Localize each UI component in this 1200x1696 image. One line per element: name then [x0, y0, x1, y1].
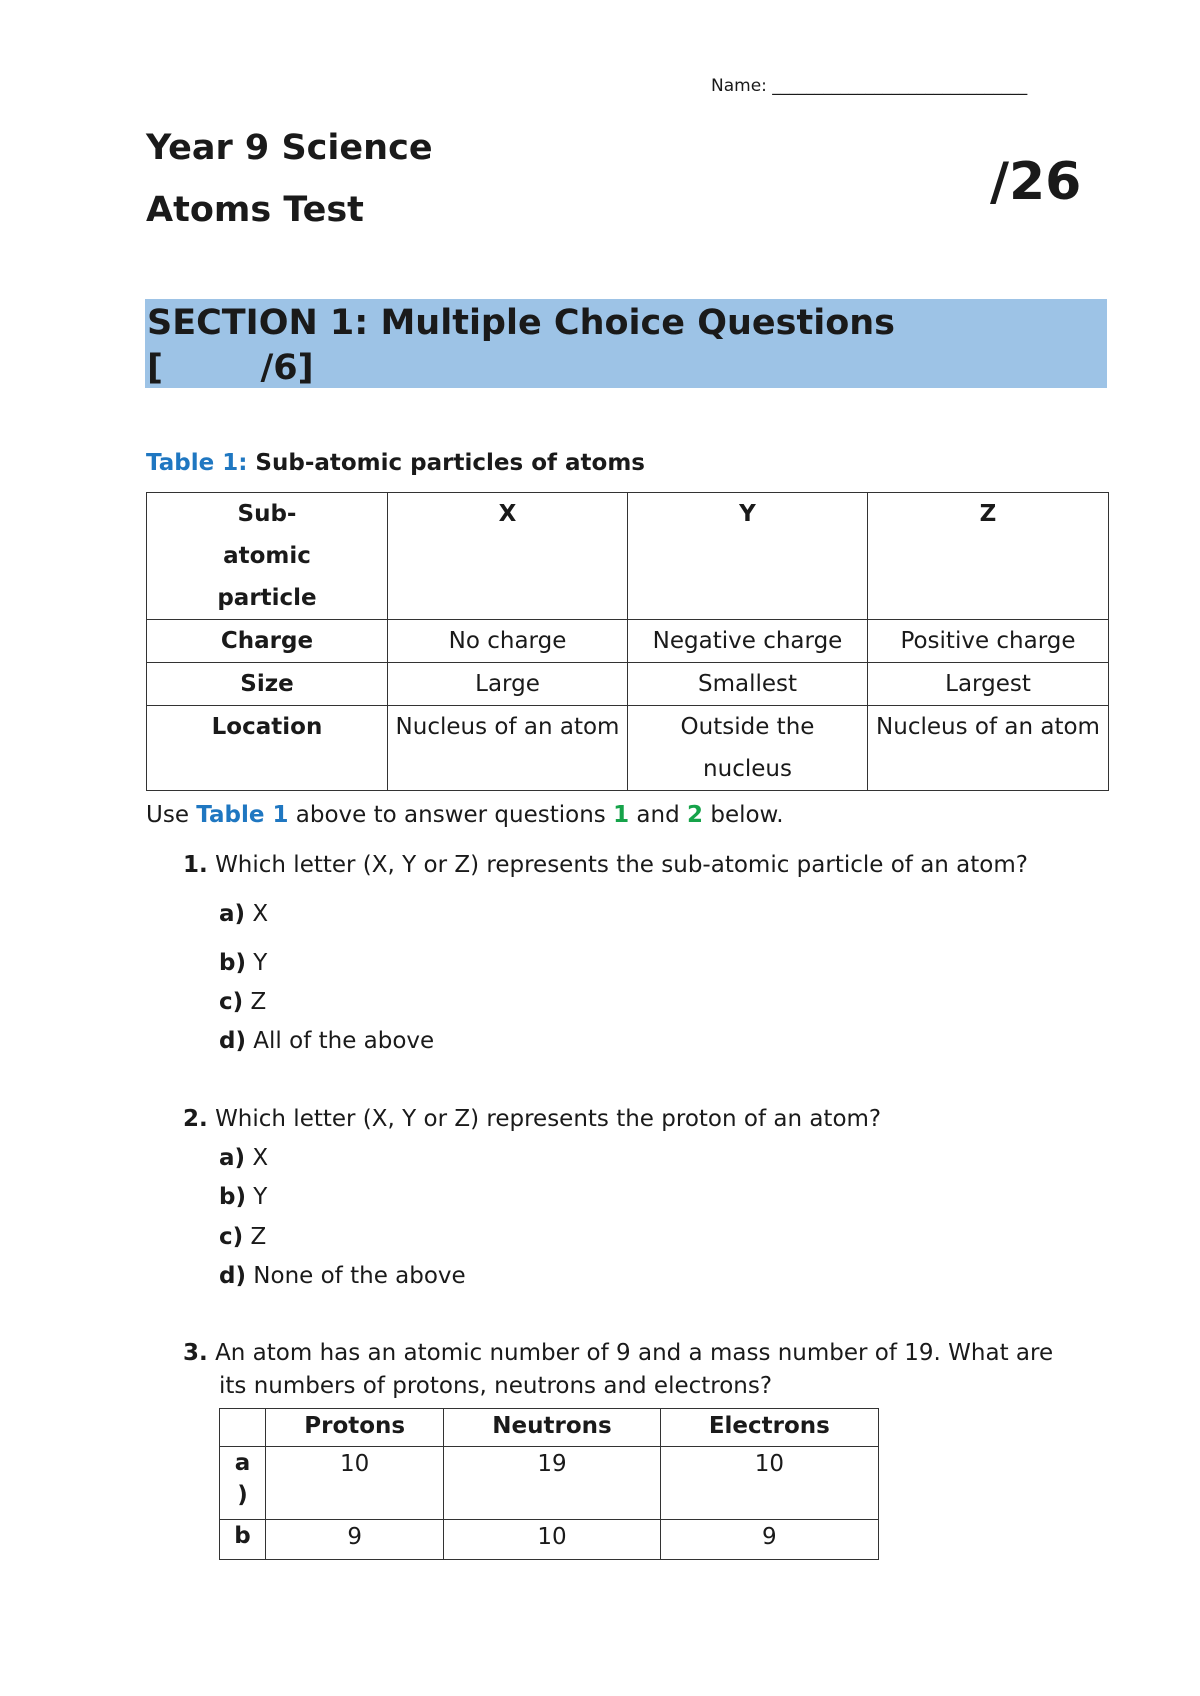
table-cell: Negative charge	[628, 620, 868, 663]
table-row[interactable]	[220, 1447, 879, 1520]
table-cell: Nucleus of an atom	[388, 706, 628, 791]
table-cell: 10	[444, 1520, 660, 1560]
name-field-label: Name: ______________________________	[711, 76, 1028, 96]
question-2	[183, 1106, 881, 1132]
question-number: 2.	[183, 1106, 208, 1132]
question-reference: 1	[613, 802, 630, 828]
table-row-label: b	[220, 1520, 266, 1560]
table-header-cell: Sub-atomic particle	[147, 493, 388, 620]
section-1-title: SECTION 1: Multiple Choice Questions	[147, 303, 895, 343]
table-header-cell: Electrons	[660, 1409, 878, 1447]
table-cell: 10	[266, 1447, 444, 1520]
option-2d[interactable]: d) None of the above	[219, 1263, 466, 1289]
question-text: Which letter (X, Y or Z) represents the sub-atomic particle of an atom?	[215, 852, 1028, 878]
option-1d[interactable]: d) All of the above	[219, 1028, 435, 1054]
table-cell: No charge	[388, 620, 628, 663]
table-header-cell: Z	[868, 493, 1109, 620]
table-cell: 9	[266, 1520, 444, 1560]
table-cell: Smallest	[628, 663, 868, 706]
table-cell: Largest	[868, 663, 1109, 706]
table-row	[147, 663, 1109, 706]
table-row	[147, 493, 1109, 620]
table-cell: Large	[388, 663, 628, 706]
table-header-cell: Y	[628, 493, 868, 620]
option-2b[interactable]: b) Y	[219, 1184, 268, 1210]
question-3	[183, 1340, 1053, 1366]
instructions-text: Use Table 1 above to answer questions 1 and 2 below.	[146, 802, 784, 828]
table-row	[147, 706, 1109, 791]
test-title-subject: Year 9 Science	[146, 128, 433, 168]
question-1	[183, 852, 1028, 878]
table-cell: Outside the nucleus	[628, 706, 868, 791]
question-text-continued: its numbers of protons, neutrons and electrons?	[219, 1373, 773, 1399]
table-row-label: Charge	[147, 620, 388, 663]
table-cell: 9	[660, 1520, 878, 1560]
answer-options-table	[219, 1408, 879, 1560]
table-1-caption-prefix: Table 1:	[146, 450, 248, 476]
option-1a[interactable]: a) X	[219, 901, 269, 927]
table-header-cell: X	[388, 493, 628, 620]
table-row-label: Size	[147, 663, 388, 706]
question-reference: 2	[687, 802, 704, 828]
option-2a[interactable]: a) X	[219, 1145, 269, 1171]
question-number: 1.	[183, 852, 208, 878]
table-row[interactable]	[220, 1520, 879, 1560]
question-text: Which letter (X, Y or Z) represents the proton of an atom?	[215, 1106, 882, 1132]
table-row	[220, 1409, 879, 1447]
total-score: /26	[990, 152, 1082, 212]
table-header-cell	[220, 1409, 266, 1447]
section-1-heading	[145, 299, 1107, 388]
question-number: 3.	[183, 1340, 208, 1366]
table-row-label: Location	[147, 706, 388, 791]
table-row	[147, 620, 1109, 663]
option-2c[interactable]: c) Z	[219, 1224, 267, 1250]
subatomic-particles-table	[146, 492, 1109, 791]
table-row-label: a )	[220, 1447, 266, 1520]
table-cell: 19	[444, 1447, 660, 1520]
question-text: An atom has an atomic number of 9 and a mass number of 19. What are	[215, 1340, 1054, 1366]
table-1-caption	[146, 450, 645, 476]
test-title-topic: Atoms Test	[146, 190, 364, 230]
table-cell: Positive charge	[868, 620, 1109, 663]
table-reference: Table 1	[196, 802, 289, 828]
table-1-caption-text: Sub-atomic particles of atoms	[247, 450, 645, 476]
table-cell: Nucleus of an atom	[868, 706, 1109, 791]
table-cell: 10	[660, 1447, 878, 1520]
option-1b[interactable]: b) Y	[219, 950, 268, 976]
table-header-cell: Neutrons	[444, 1409, 660, 1447]
section-1-score: [ /6]	[147, 348, 314, 388]
table-header-cell: Protons	[266, 1409, 444, 1447]
option-1c[interactable]: c) Z	[219, 989, 267, 1015]
